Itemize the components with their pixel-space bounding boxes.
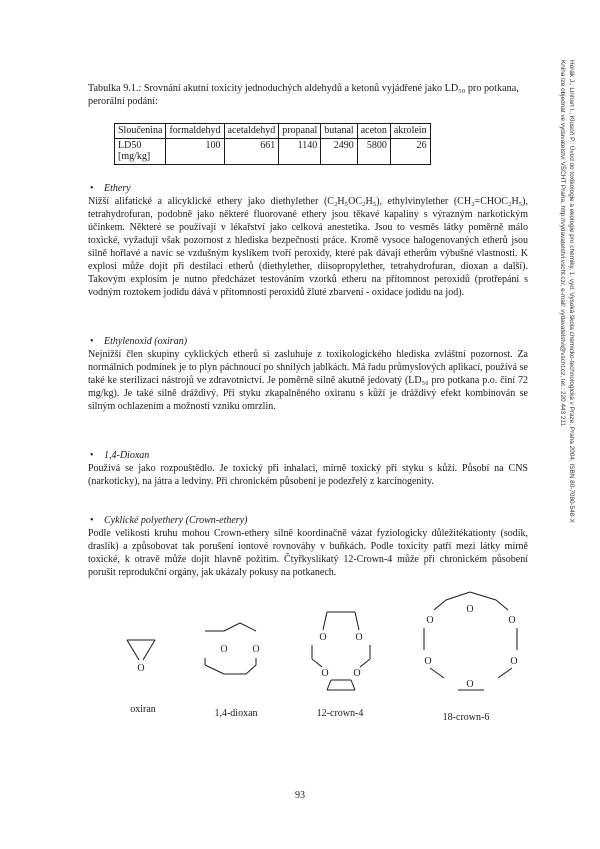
molecule-label-dioxan: 1,4-dioxan	[214, 708, 258, 719]
table-cell: 1140	[279, 138, 321, 164]
oxygen-atom-label: O	[321, 668, 329, 679]
page-number: 93	[295, 790, 305, 801]
oxygen-atom-label: O	[466, 679, 474, 690]
table-header-cell: akrolein	[390, 124, 430, 139]
oxygen-atom-label: O	[353, 668, 361, 679]
oxygen-atom-label: O	[252, 644, 260, 655]
oxygen-atom-label: O	[355, 632, 363, 643]
bullet-icon: •	[90, 450, 94, 461]
molecule-label-oxiran: oxiran	[130, 704, 156, 715]
oxiran-structure	[127, 640, 155, 660]
table-header-cell: Sloučenina	[115, 124, 166, 139]
oxygen-atom-label: O	[426, 615, 434, 626]
table-cell: 26	[390, 138, 430, 164]
table-cell: 5800	[357, 138, 390, 164]
oxygen-atom-label: O	[466, 604, 474, 615]
table-cell: 100	[166, 138, 224, 164]
oxygen-atom-label: O	[508, 615, 516, 626]
section-title: 1,4-Dioxan	[104, 450, 150, 461]
section-title: Ethery	[104, 183, 131, 194]
oxygen-atom-label: O	[510, 656, 518, 667]
section-body: Používá se jako rozpouštědlo. Je toxický při inhalaci, mírně toxický při styku s kůží. Působí na CNS (narkoticky), na játra a ledviny. Při chronickém působení je podezřelý z karcinogenity.	[88, 463, 528, 487]
section-title: Cyklické polyethery (Crown-ethery)	[104, 515, 248, 526]
table-caption: Tabulka 9.1.: Srovnání akutní toxicity jednoduchých aldehydů a ketonů vyjádřené jako LD₅₀ pro potkana, perorální podání:	[88, 83, 519, 107]
table-cell: 661	[224, 138, 279, 164]
table-header-cell: aceton	[357, 124, 390, 139]
order-info-line: Kniha lze objednat ve vydavatelství VŠCHT Praha, http://vydavatelstvi.vscht.cz/, e-mail: vydavatelstvi@vscht.cz, tel.: 220 443 211	[559, 60, 566, 427]
oxygen-atom-label: O	[220, 644, 228, 655]
molecule-label-crown4: 12-crown-4	[316, 708, 364, 719]
table-cell: 2490	[321, 138, 357, 164]
dioxan-structure	[205, 623, 256, 674]
section-title: Ethylenoxid (oxiran)	[104, 336, 188, 347]
oxygen-atom-label: O	[424, 656, 432, 667]
molecule-label-crown6: 18-crown-6	[442, 712, 490, 723]
bullet-icon: •	[90, 336, 94, 347]
section-body: Nejnižší člen skupiny cyklických etherů si zasluhuje z toxikologického hlediska zvláštní pozornost. Za normálních podmínek je to plyn páchnoucí po shnilých jablkách. Má řadu průmyslových aplikací, používá se také ke sterilizaci nástrojů ve zdravotnictví. Je poměrně silně akutně jedovatý (LD₅₀ pro potkana p.o. činí 72 mg/kg). Je také silně dráždivý. Při styku zkapalněného oxiranu s kůží je dráždivý efekt kombinován se silným ochlazením a možností vzniku omrzlin.	[88, 349, 528, 412]
row-label-ld50: LD50	[118, 139, 142, 151]
oxygen-atom-label: O	[137, 663, 145, 674]
table-header-cell: formaldehyd	[166, 124, 224, 139]
citation-line: Horák J., Linhart I., Klusoň P.: Úvod do toxikologie a ekologie pro chemiky, 1. vyd. Vysoká škola chemicko-technologická v Praze, Praha 2004, ISBN 80-7080-548-X	[568, 60, 575, 523]
section-body: Podle velikosti kruhu mohou Crown-ethery silně koordinačně vázat fyziologicky důležitékationty (sodík, draslík) a způsobovat tak porušení iontové rovnováhy v buňkách. Podle toxicity patří mezi látky mírně toxické, k otravě může dojít hlavně požitím. Čtyřkyslíkatý 12-Crown-4 může při chronickém působení porušit reprodukční orgány, jak ukázaly pokusy na potkanech.	[88, 528, 528, 578]
table-header-cell: propanal	[279, 124, 321, 139]
bullet-icon: •	[90, 515, 94, 526]
table-header-cell: acetaldehyd	[224, 124, 279, 139]
section-body: Nižší alifatické a alicyklické ethery jako diethylether (C₂H₅OC₂H₅), ethylvinylether (CH₂=CHOC₂H₅), tetrahydrofuran, podobně jako některé fluorované ethery jsou těkavé kapaliny s výrazným narkotickým účinkem. Některé se používají v lékařství jako celková anestetika. Jsou to vesměs látky poměrně málo toxické, vyžadují však pozornost z hlediska bezpečnosti práce. Kromě vysoce halogenovaných etherů jsou silně hořlavé a navíc se vzdušným kyslíkem tvoří peroxidy, které pak dávají etherům výbušné vlastnosti. K explosi může dojít při destilaci etherů (diethylether, diisopropylether, tetrahydrofuran, dioxan a další). Takovým explosím je nutno předcházet testováním vzorků etheru na přítomnost peroxidů (protřepání s vodným roztokem jodidu dává v přítomnosti peroxidů žluté zbarvení - oxidace jodidu na jod).	[88, 196, 528, 298]
bullet-icon: •	[90, 183, 94, 194]
row-label-unit: [mg/kg]	[118, 151, 151, 162]
table-header-cell: butanal	[321, 124, 357, 139]
citation-sidebar	[548, 60, 600, 620]
oxygen-atom-label: O	[319, 632, 327, 643]
